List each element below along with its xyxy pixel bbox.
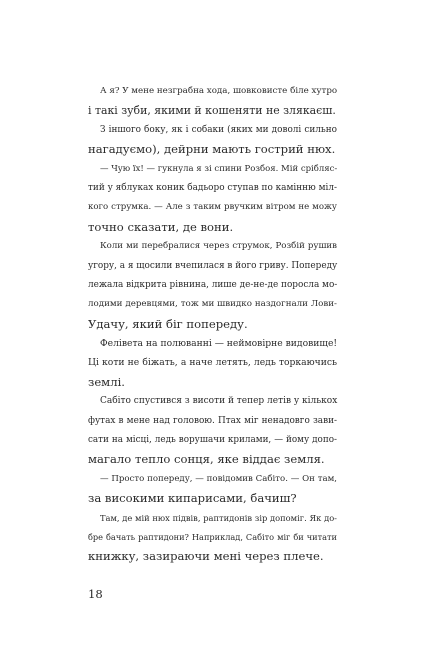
- text-line: Ці коти не біжать, а наче летять, ледь торкаючись: [88, 357, 337, 369]
- text-line: Сабіто спустився з висоти й тепер летів у кількох: [100, 396, 338, 407]
- text-line: — Чую їх! — гукнула я зі спини Розбоя. Мій срібляс-: [100, 163, 338, 174]
- text-line: землі.: [88, 374, 125, 389]
- text-line: Удачу, який біг попереду.: [88, 316, 248, 331]
- text-line: кого струмка. — Але з таким рвучким вітром не можу: [88, 202, 337, 213]
- text-line: за високими кипарисами, бачиш?: [88, 491, 297, 506]
- text-line: сати на місці, ледь ворушачи крилами, — йому допо-: [88, 435, 337, 446]
- text-line: лежала відкрита рівнина, лише де-не-де поросла мо-: [88, 279, 338, 290]
- page-number: 18: [88, 587, 103, 601]
- text-line: лодими деревцями, тож ми швидко наздогнали Лови-: [88, 299, 337, 310]
- text-line: Коли ми перебралися через струмок, Розбій рушив: [100, 241, 337, 252]
- text-line: тий у яблуках коник бадьоро ступав по камінню міл-: [88, 182, 337, 193]
- text-line: точно сказати, де вони.: [88, 219, 234, 234]
- text-line: Фелівета на полюванні — неймовірне видовище!: [100, 338, 338, 350]
- page-body: [88, 82, 337, 567]
- text-line: книжку, зазираючи мені через плече.: [88, 549, 324, 564]
- text-line: А я? У мене незграбна хода, шовковисте біле хутро: [100, 86, 338, 96]
- text-line: магало тепло сонця, яке віддає земля.: [88, 452, 325, 467]
- text-line: угору, а я щосили вчепилася в його гриву. Попереду: [88, 260, 338, 271]
- text-line: футах в мене над головою. Птах міг ненадовго зави-: [88, 415, 337, 426]
- text-line: і такі зуби, якими й кошеняти не злякаєш.: [88, 104, 336, 118]
- text-line: Там, де мій нюх підвів, раптидонів зір допоміг. Як до-: [100, 512, 337, 523]
- text-line: бре бачать раптидони? Наприклад, Сабіто міг би читати: [88, 531, 337, 542]
- text-line: нагадуємо), дейрни мають гострий нюх.: [88, 142, 336, 157]
- text-line: — Просто попереду, — повідомив Сабіто. — Он там,: [100, 473, 337, 484]
- text-line: З іншого боку, як і собаки (яких ми доволі сильно: [100, 124, 337, 135]
